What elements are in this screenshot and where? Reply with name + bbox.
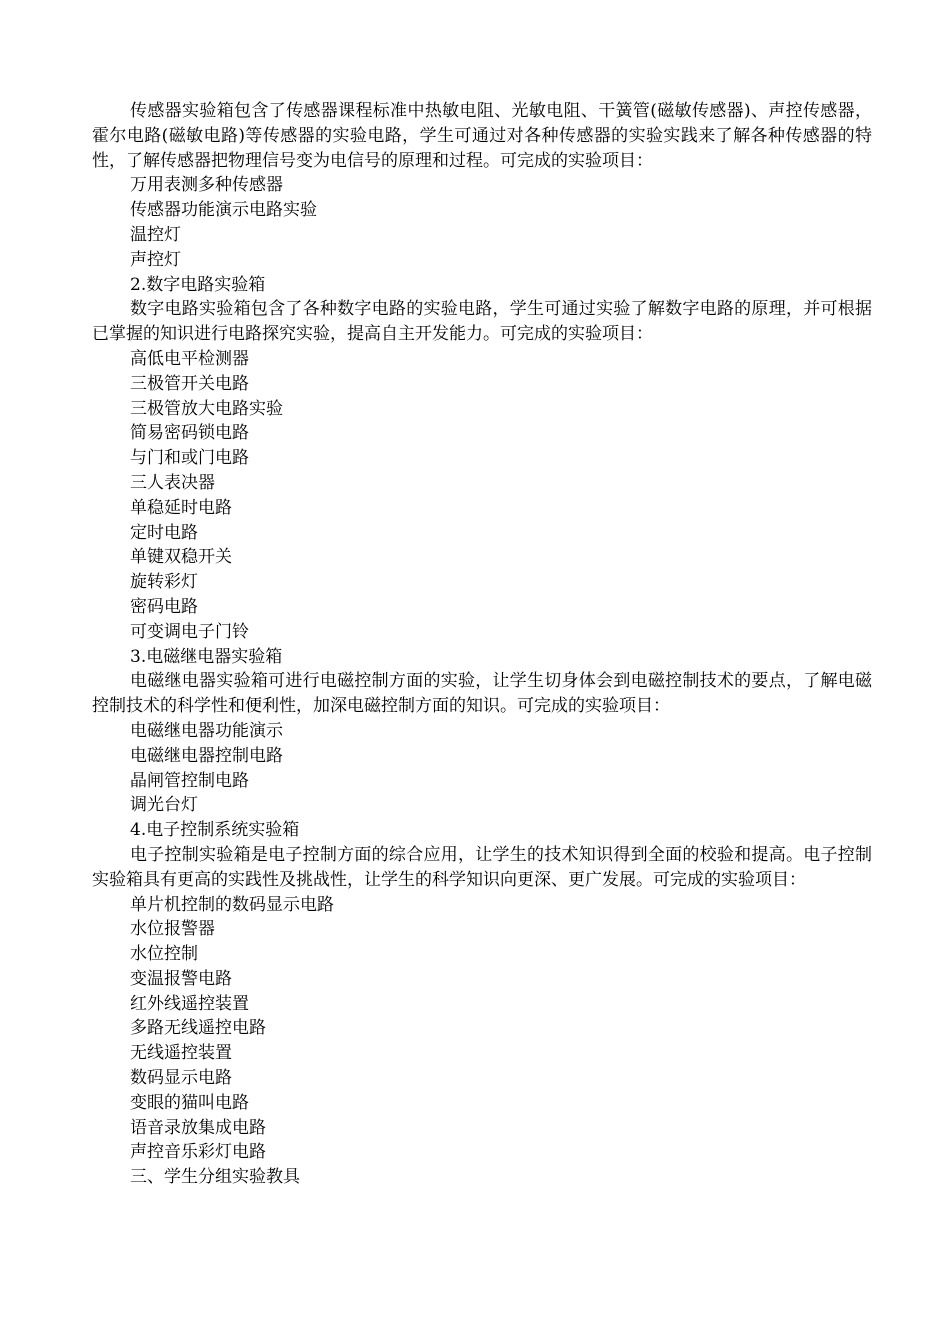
list-item: 调光台灯	[130, 795, 198, 816]
section-4-intro: 电子控制实验箱是电子控制方面的综合应用，让学生的技术知识得到全面的校验和提高。电子控制实验箱具有更高的实践性及挑战性，让学生的科学知识向更深、更广发展。可完成的实验项目：	[92, 844, 872, 890]
list-item: 水位控制	[130, 944, 198, 965]
section-1-intro: 传感器实验箱包含了传感器课程标准中热敏电阻、光敏电阻、干簧管(磁敏传感器)、声控传感器，霍尔电路(磁敏电路)等传感器的实验电路，学生可通过对各种传感器的实验实践来了解各种传感器的特性，了解传感器把物理信号变为电信号的原理和过程。可完成的实验项目：	[92, 101, 872, 171]
section-4-heading: 4.电子控制系统实验箱	[130, 820, 300, 841]
list-item: 变眼的猫叫电路	[130, 1092, 249, 1113]
list-item: 与门和或门电路	[130, 448, 249, 469]
list-item: 声控音乐彩灯电路	[130, 1142, 266, 1163]
closing-heading: 三、学生分组实验教具	[130, 1167, 300, 1188]
section-2-heading: 2.数字电路实验箱	[130, 274, 266, 295]
list-item: 多路无线遥控电路	[130, 1018, 266, 1039]
list-item: 变温报警电路	[130, 968, 232, 989]
list-item: 万用表测多种传感器	[130, 175, 283, 196]
list-item: 三极管开关电路	[130, 373, 249, 394]
list-item: 密码电路	[130, 596, 198, 617]
section-3-heading: 3.电磁继电器实验箱	[130, 646, 283, 667]
list-item: 单片机控制的数码显示电路	[130, 894, 334, 915]
list-item: 可变调电子门铃	[130, 621, 249, 642]
list-item: 高低电平检测器	[130, 348, 249, 369]
section-2-intro: 数字电路实验箱包含了各种数字电路的实验电路，学生可通过实验了解数字电路的原理，并可根据已掌握的知识进行电路探究实验，提高自主开发能力。可完成的实验项目：	[92, 299, 872, 345]
list-item: 红外线遥控装置	[130, 993, 249, 1014]
section-3-intro: 电磁继电器实验箱可进行电磁控制方面的实验，让学生切身体会到电磁控制技术的要点，了解电磁控制技术的科学性和便利性，加深电磁控制方面的知识。可完成的实验项目：	[92, 671, 872, 717]
list-item: 电磁继电器控制电路	[130, 745, 283, 766]
list-item: 单稳延时电路	[130, 497, 232, 518]
list-item: 三人表决器	[130, 472, 215, 493]
list-item: 三极管放大电路实验	[130, 398, 283, 419]
document-page	[92, 99, 872, 1190]
list-item: 电磁继电器功能演示	[130, 720, 283, 741]
list-item: 单键双稳开关	[130, 547, 232, 568]
list-item: 水位报警器	[130, 919, 215, 940]
list-item: 简易密码锁电路	[130, 423, 249, 444]
list-item: 定时电路	[130, 522, 198, 543]
list-item: 无线遥控装置	[130, 1043, 232, 1064]
list-item: 晶闸管控制电路	[130, 770, 249, 791]
list-item: 数码显示电路	[130, 1068, 232, 1089]
list-item: 温控灯	[130, 224, 181, 245]
list-item: 声控灯	[130, 249, 181, 270]
list-item: 旋转彩灯	[130, 572, 198, 593]
list-item: 语音录放集成电路	[130, 1117, 266, 1138]
list-item: 传感器功能演示电路实验	[130, 200, 317, 221]
